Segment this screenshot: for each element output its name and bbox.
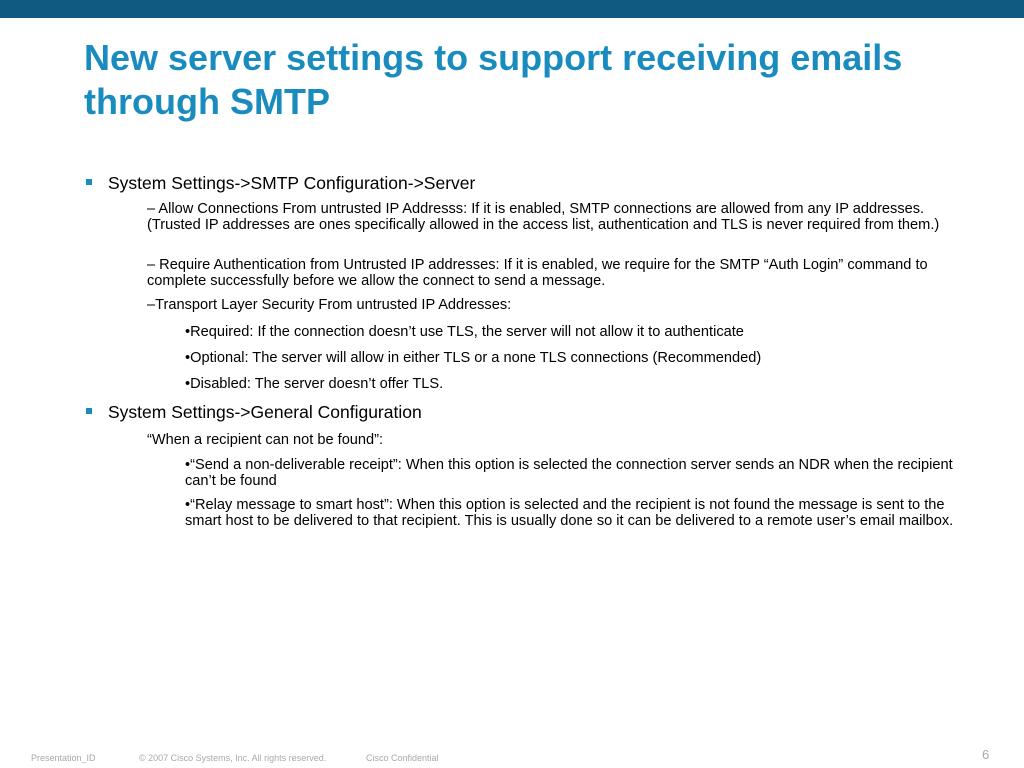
footer-confidential: Cisco Confidential xyxy=(366,753,439,763)
section-heading: System Settings->General Configuration xyxy=(108,402,422,422)
list-item: “When a recipient can not be found”: xyxy=(147,432,384,448)
sub-list-item: •“Send a non-deliverable receipt”: When this option is selected the connection server sends an NDR when the recipient can’t be found xyxy=(185,457,953,489)
square-bullet-icon xyxy=(86,179,92,185)
footer-copyright: © 2007 Cisco Systems, Inc. All rights reserved. xyxy=(139,753,327,763)
slide-title: New server settings to support receiving emails through SMTP xyxy=(84,37,903,122)
list-item: – Allow Connections From untrusted IP Addresss: If it is enabled, SMTP connections are allowed from any IP addresses. (Trusted IP addresses are ones specifically allowed in the access list, authentication and TLS is never required from them.) xyxy=(147,201,940,233)
sub-list-item: •Optional: The server will allow in either TLS or a none TLS connections (Recommended) xyxy=(185,350,762,366)
sub-list-item: •Required: If the connection doesn’t use TLS, the server will not allow it to authenticate xyxy=(185,324,744,340)
page-number: 6 xyxy=(982,747,990,762)
sub-list-item: •Disabled: The server doesn’t offer TLS. xyxy=(185,376,444,392)
square-bullet-icon xyxy=(86,408,92,414)
section-heading: System Settings->SMTP Configuration->Server xyxy=(108,173,476,193)
footer-presentation-id: Presentation_ID xyxy=(31,753,96,763)
header-bar xyxy=(0,0,1024,18)
sub-list-item: •“Relay message to smart host”: When this option is selected and the recipient is not found the message is sent to the smart host to be delivered to that recipient. This is usually done so it can be delivered to a remote user’s email mailbox. xyxy=(185,497,954,529)
list-item: –Transport Layer Security From untrusted IP Addresses: xyxy=(147,297,512,313)
list-item: – Require Authentication from Untrusted IP addresses: If it is enabled, we require for the SMTP “Auth Login” command to complete successfully before we allow the connect to send a message. xyxy=(147,257,928,289)
